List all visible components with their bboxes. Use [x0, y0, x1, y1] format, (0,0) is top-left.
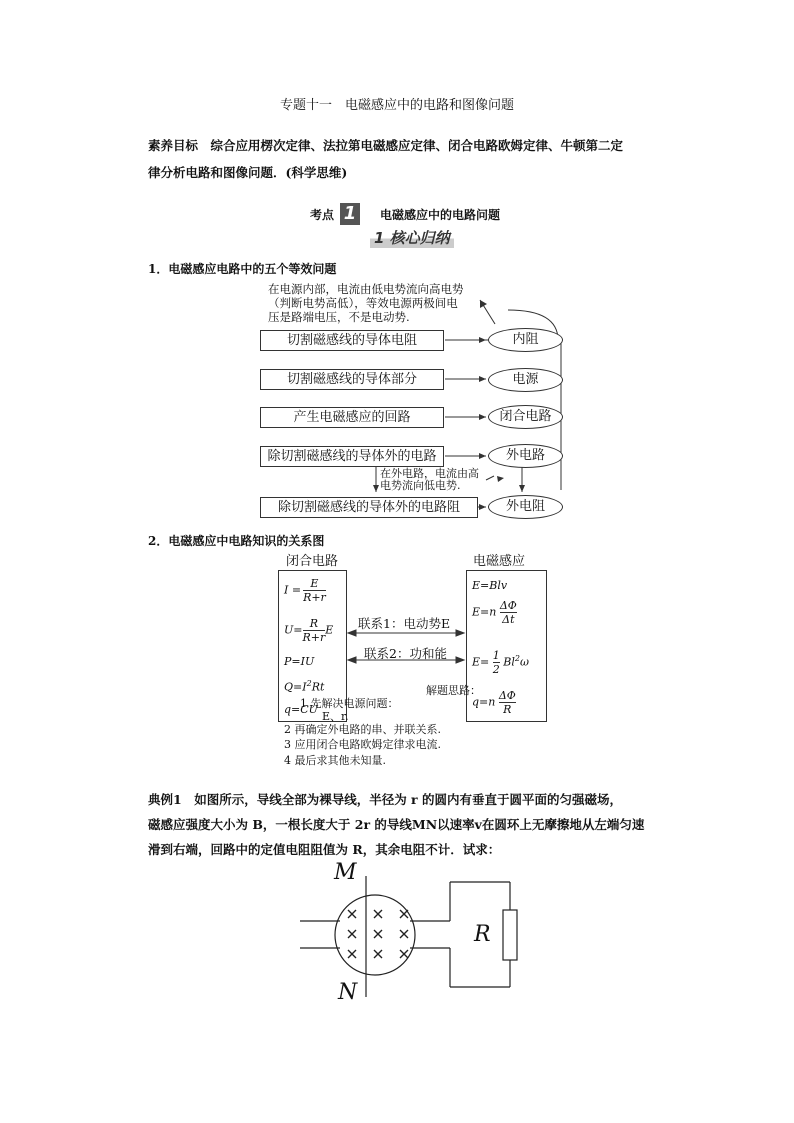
- page-title: 专题十一 电磁感应中的电路和图像问题: [279, 98, 514, 113]
- solution-steps-heading: 解题思路：: [426, 684, 481, 697]
- equivalence-diagram: [258, 280, 566, 520]
- step-line: 1 先解决电源问题：: [300, 697, 399, 710]
- formula-power: P=IU: [284, 655, 315, 668]
- relationship-diagram: [278, 550, 548, 780]
- oval-source: 电源: [488, 368, 563, 392]
- induction-heading: 电磁感应: [473, 554, 526, 569]
- goal-text-1: 综合应用楞次定律、法拉第电磁感应定律、闭合电路欧姆定律、牛顿第二定: [198, 138, 624, 153]
- section-prefix: 考点: [310, 207, 335, 222]
- example-line-2: 磁感应强度大小为 B，一根长度大于 2r 的导线MN以速率v在圆环上无摩擦地从左端匀速: [148, 817, 645, 832]
- link-emf-label: 联系1：电动势E: [358, 616, 451, 631]
- solution-steps: [284, 696, 441, 768]
- example-text-1: 如图所示，导线全部为裸导线，半径为 r 的圆内有垂直于圆平面的匀强磁场，: [181, 792, 622, 807]
- step-line: 2 再确定外电路的串、并联关系.: [284, 722, 441, 736]
- step-line: 4 最后求其他未知量.: [284, 753, 386, 767]
- step-line: E、r.: [322, 709, 349, 723]
- note-internal-source: [268, 282, 518, 324]
- closed-circuit-heading: 闭合电路: [286, 554, 339, 569]
- goal-line-2: 律分析电路和图像问题．(科学思维): [148, 165, 348, 180]
- item-1-heading: 1．电磁感应电路中的五个等效问题: [148, 262, 337, 276]
- box-induction-loop: 产生电磁感应的回路: [260, 407, 444, 428]
- box-external-circuit: 除切割磁感线的导体外的电路: [260, 446, 444, 467]
- formula-emf-rotating: E= $\frac{1}{2}$ Bl$^2$ω: [472, 649, 529, 676]
- note-external-circuit: [380, 468, 520, 492]
- note-line: 电势流向低电势.: [380, 479, 461, 492]
- core-summary-badge: 1 核心归纳: [370, 227, 454, 248]
- formula-current: I = $\frac{E}{R+r}$: [284, 577, 326, 604]
- note-line: 在电源内部，电流由低电势流向高电势: [268, 282, 464, 296]
- oval-external-circuit: 外电路: [488, 444, 563, 468]
- section-heading: [310, 203, 500, 225]
- box-conductor-resistance: 切割磁感线的导体电阻: [260, 330, 444, 351]
- label-m: M: [334, 860, 357, 885]
- goal-label: 素养目标: [148, 138, 199, 153]
- oval-internal-resistance: 内阻: [488, 328, 563, 352]
- oval-closed-circuit: 闭合电路: [488, 405, 563, 429]
- formula-emf-motional: E=Blv: [472, 579, 508, 592]
- note-line: （判断电势高低），等效电源两极间电: [268, 296, 458, 310]
- circuit-figure: [300, 862, 520, 1004]
- example-label: 典例1: [148, 792, 182, 807]
- formula-charge: q=CU: [284, 703, 318, 716]
- example-line-1: [148, 786, 678, 813]
- item-2-heading: 2．电磁感应中电路知识的关系图: [148, 534, 325, 548]
- section-title: 电磁感应中的电路问题: [380, 207, 501, 222]
- section-number-badge: 1: [340, 203, 360, 225]
- link-energy-label: 联系2：功和能: [364, 646, 447, 661]
- label-n: N: [338, 980, 358, 1005]
- box-external-resistance: 除切割磁感线的导体外的电路阻: [260, 497, 478, 518]
- note-line: 在外电路，电流由高: [380, 467, 479, 480]
- formula-voltage: U= $\frac{R}{R+r}$ E: [284, 617, 334, 644]
- goal-line-1: [148, 132, 678, 159]
- formula-charge-flux: q=n $\frac{\Delta\Phi}{R}$: [472, 689, 516, 716]
- example-line-3: 滑到右端，回路中的定值电阻阻值为 R，其余电阻不计．试求：: [148, 842, 501, 857]
- label-resistor: R: [474, 922, 491, 947]
- formula-heat: $Q=I^2Rt$: [284, 679, 325, 694]
- note-line: 压是路端电压，不是电动势.: [268, 310, 410, 324]
- box-cutting-conductor: 切割磁感线的导体部分: [260, 369, 444, 390]
- oval-external-resistance: 外电阻: [488, 495, 563, 519]
- step-line: 3 应用闭合电路欧姆定律求电流.: [284, 738, 441, 751]
- formula-emf-faraday: E=n $\frac{\Delta\Phi}{\Delta t}$: [472, 599, 517, 626]
